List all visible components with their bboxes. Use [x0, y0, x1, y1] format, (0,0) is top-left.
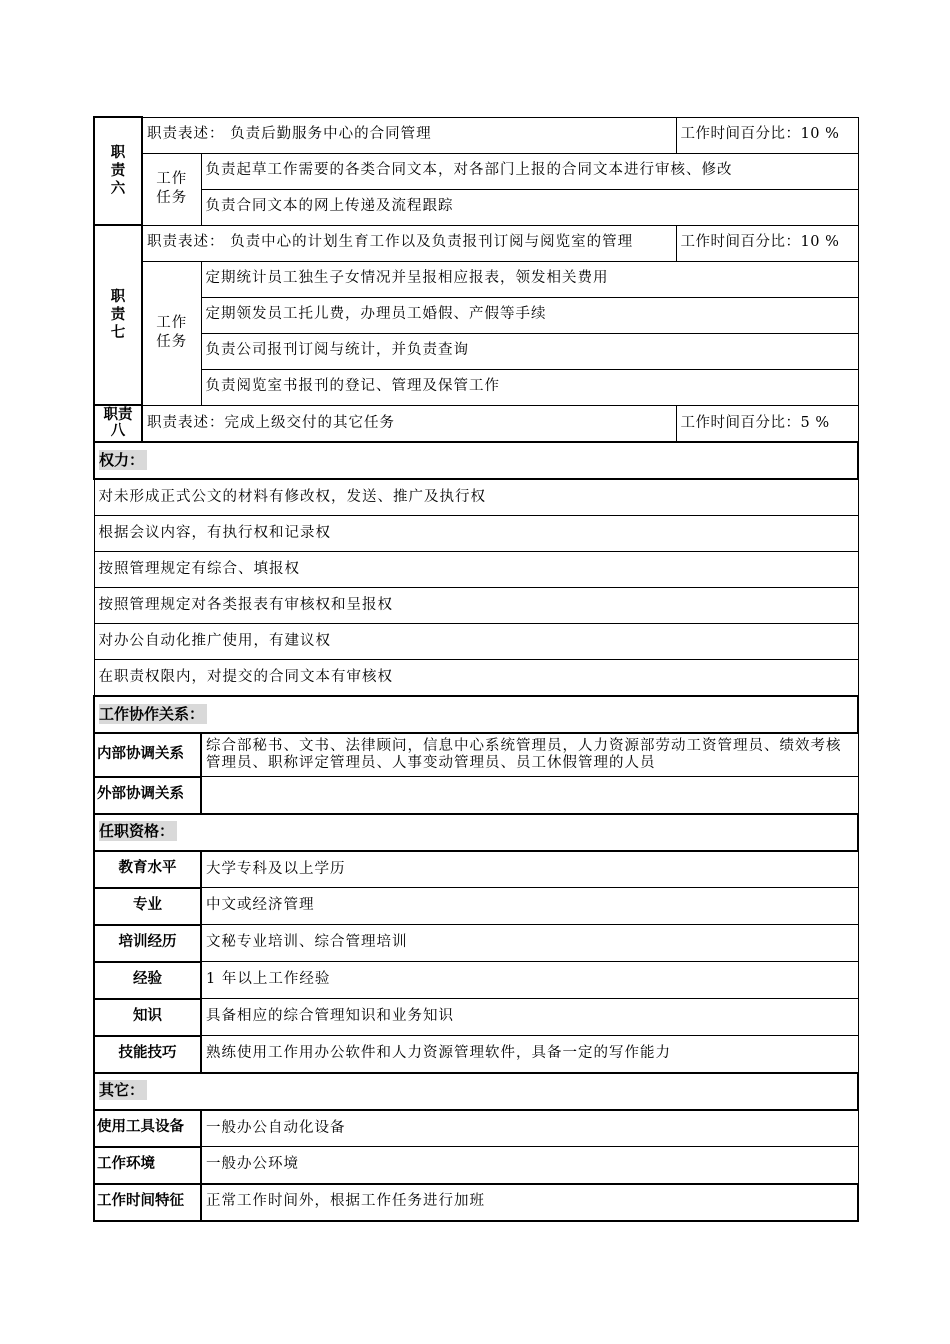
- authority-item: 根据会议内容，有执行权和记录权: [94, 516, 858, 552]
- authority-row: [94, 516, 858, 552]
- job-description-sheet: [93, 116, 857, 1222]
- qualification-value: 文秘专业培训、综合管理培训: [201, 925, 858, 962]
- qualification-value: 大学专科及以上学历: [201, 851, 858, 888]
- external-relations-value: [201, 777, 858, 814]
- duty7-percent: 工作时间百分比：10 %: [676, 225, 858, 261]
- internal-relations-label: 内部协调关系: [94, 733, 201, 777]
- duty8-percent: 工作时间百分比：5 %: [676, 405, 858, 442]
- qualification-value: 中文或经济管理: [201, 888, 858, 925]
- duty7-statement: 职责表述： 负责中心的计划生育工作以及负责报刊订阅与阅览室的管理: [142, 225, 676, 261]
- qualifications-title: 任职资格：: [94, 814, 858, 851]
- internal-relations-row: [94, 733, 858, 777]
- authority-row: [94, 479, 858, 516]
- authority-item: 对未形成正式公文的材料有修改权，发送、推广及执行权: [94, 479, 858, 516]
- qualification-label: 知识: [94, 999, 201, 1036]
- other-row: [94, 1110, 858, 1147]
- qualification-value: 熟练使用工作用办公软件和人力资源管理软件，具备一定的写作能力: [201, 1036, 858, 1073]
- qualification-label: 教育水平: [94, 851, 201, 888]
- qualification-label: 经验: [94, 962, 201, 999]
- qualification-row: [94, 888, 858, 925]
- qualification-value: 1 年以上工作经验: [201, 962, 858, 999]
- duty7-statement-row: [94, 225, 858, 261]
- duty6-statement: 职责表述： 负责后勤服务中心的合同管理: [142, 117, 676, 153]
- qualification-value: 具备相应的综合管理知识和业务知识: [201, 999, 858, 1036]
- duty6-percent: 工作时间百分比：10 %: [676, 117, 858, 153]
- other-header-row: [94, 1073, 858, 1110]
- duty7-task: 定期统计员工独生子女情况并呈报相应报表，领发相关费用: [201, 261, 858, 297]
- duty6-task: 负责起草工作需要的各类合同文本，对各部门上报的合同文本进行审核、修改: [201, 153, 858, 189]
- qualification-row: [94, 999, 858, 1036]
- other-row: [94, 1147, 858, 1184]
- relations-title: 工作协作关系：: [94, 696, 858, 733]
- external-relations-row: [94, 777, 858, 814]
- internal-relations-value: 综合部秘书、文书、法律顾问，信息中心系统管理员，人力资源部劳动工资管理员、绩效考核管理员、职称评定管理员、人事变动管理员、员工休假管理的人员: [201, 733, 858, 777]
- other-label: 工作环境: [94, 1147, 201, 1184]
- duty7-label: 职 责 七: [94, 225, 142, 405]
- other-title: 其它：: [94, 1073, 858, 1110]
- duty6-task-row: [94, 153, 858, 189]
- duty6-label: 职 责 六: [94, 117, 142, 225]
- duty7-task-row: [94, 297, 858, 333]
- duty8-label: 职责 八: [94, 405, 142, 442]
- relations-header-row: [94, 696, 858, 733]
- authority-item: 按照管理规定有综合、填报权: [94, 552, 858, 588]
- other-value: 一般办公自动化设备: [201, 1110, 858, 1147]
- duty7-task-row: [94, 369, 858, 405]
- duty7-task-row: [94, 261, 858, 297]
- duty7-task: 负责公司报刊订阅与统计，并负责查询: [201, 333, 858, 369]
- job-description-table: [93, 116, 859, 1222]
- duty7-task: 定期领发员工托儿费，办理员工婚假、产假等手续: [201, 297, 858, 333]
- duty6-task-row: [94, 189, 858, 225]
- authority-header-row: [94, 442, 858, 479]
- authority-row: [94, 624, 858, 660]
- other-label: 工作时间特征: [94, 1184, 201, 1221]
- authority-item: 按照管理规定对各类报表有审核权和呈报权: [94, 588, 858, 624]
- qualification-label: 培训经历: [94, 925, 201, 962]
- qualification-label: 专业: [94, 888, 201, 925]
- duty6-task-label: 工作 任务: [142, 153, 201, 225]
- duty6-task: 负责合同文本的网上传递及流程跟踪: [201, 189, 858, 225]
- duty7-task-row: [94, 333, 858, 369]
- qualification-row: [94, 925, 858, 962]
- authority-title: 权力：: [94, 442, 858, 479]
- duty8-row: [94, 405, 858, 442]
- qualification-row: [94, 1036, 858, 1073]
- authority-row: [94, 588, 858, 624]
- other-value: 一般办公环境: [201, 1147, 858, 1184]
- qualification-row: [94, 962, 858, 999]
- duty6-statement-row: [94, 117, 858, 153]
- authority-item: 对办公自动化推广使用，有建议权: [94, 624, 858, 660]
- authority-item: 在职责权限内，对提交的合同文本有审核权: [94, 660, 858, 697]
- other-label: 使用工具设备: [94, 1110, 201, 1147]
- duty7-task: 负责阅览室书报刊的登记、管理及保管工作: [201, 369, 858, 405]
- qualifications-header-row: [94, 814, 858, 851]
- other-value: 正常工作时间外，根据工作任务进行加班: [201, 1184, 858, 1221]
- authority-row: [94, 660, 858, 697]
- duty8-statement: 职责表述：完成上级交付的其它任务: [142, 405, 676, 442]
- external-relations-label: 外部协调关系: [94, 777, 201, 814]
- authority-row: [94, 552, 858, 588]
- qualification-row: [94, 851, 858, 888]
- duty7-task-label: 工作 任务: [142, 261, 201, 405]
- qualification-label: 技能技巧: [94, 1036, 201, 1073]
- other-row: [94, 1184, 858, 1221]
